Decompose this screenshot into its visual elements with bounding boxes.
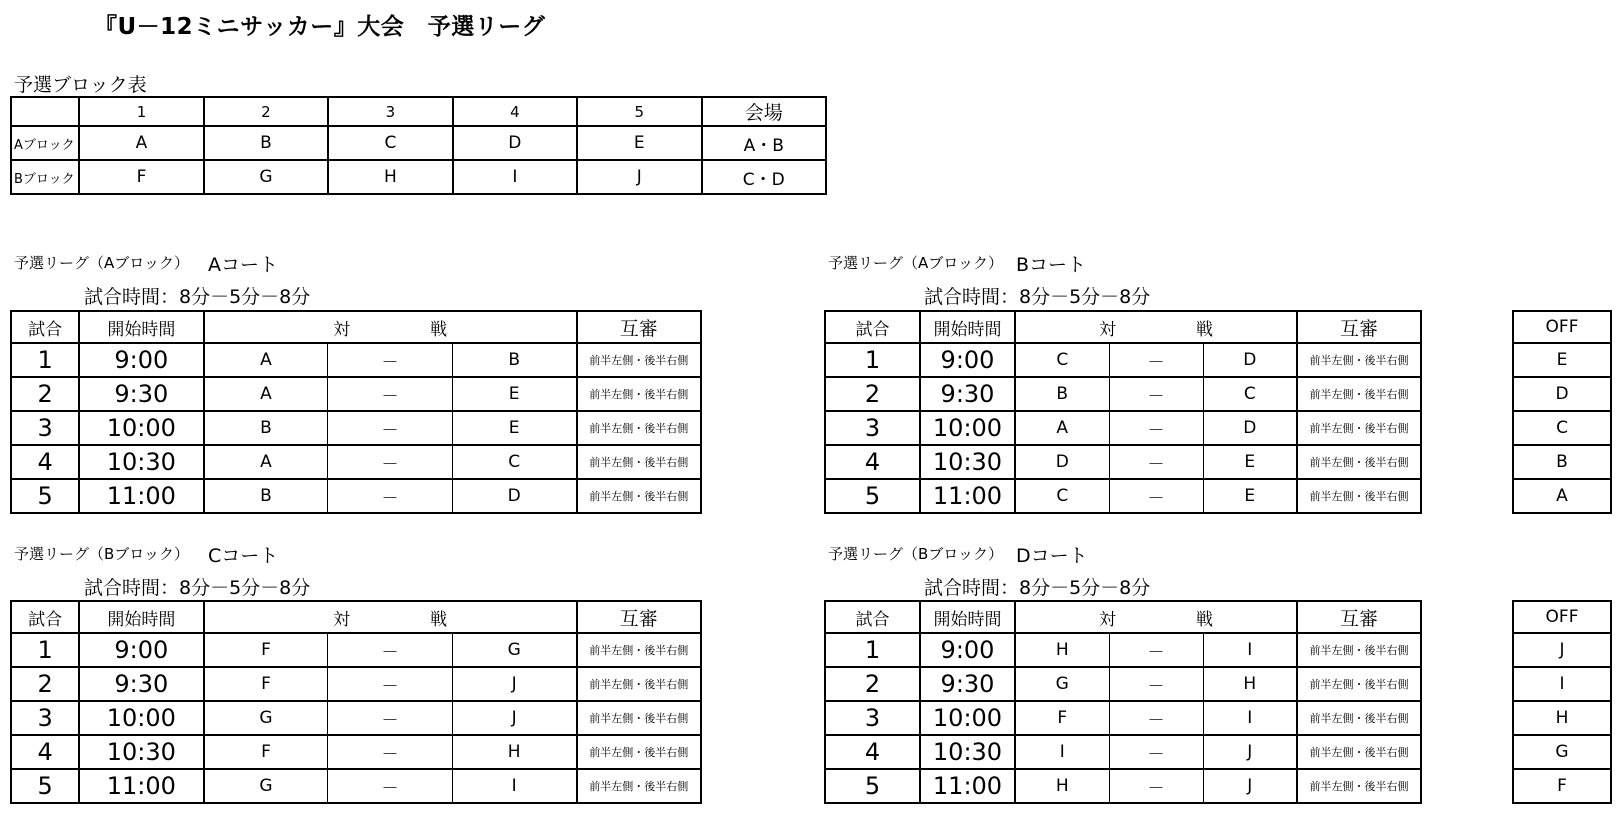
court-b-schedule (824, 310, 1422, 514)
ref-cell: 前半左側・後半右側 (1297, 377, 1421, 411)
header-vs (1015, 311, 1297, 343)
home-team: B (204, 479, 328, 513)
off-team: B (1513, 445, 1611, 479)
table-row (825, 701, 1421, 735)
header-start: 開始時間 (79, 311, 203, 343)
ref-cell: 前半左側・後半右側 (577, 769, 701, 803)
away-team: J (1203, 735, 1297, 769)
home-team: G (204, 769, 328, 803)
home-team: A (204, 377, 328, 411)
schedule-header (11, 311, 701, 343)
table-row (825, 479, 1421, 513)
ref-cell: 前半左側・後半右側 (577, 411, 701, 445)
away-team: D (1203, 343, 1297, 377)
match-no: 2 (825, 377, 920, 411)
away-team: H (1203, 667, 1297, 701)
match-time: 10:30 (920, 445, 1015, 479)
home-team: B (1015, 377, 1109, 411)
team-cell: I (453, 160, 577, 194)
home-team: C (1015, 343, 1109, 377)
header-cell: 3 (328, 97, 452, 126)
dash: － (328, 701, 452, 735)
header-ref: 互審 (1297, 311, 1421, 343)
home-team: F (204, 667, 328, 701)
off-header: OFF (1513, 311, 1611, 343)
court-c-league: 予選リーグ（Bブロック） (14, 545, 189, 563)
match-no: 2 (825, 667, 920, 701)
header-vs (1015, 601, 1297, 633)
home-team: F (1015, 701, 1109, 735)
table-row (825, 633, 1421, 667)
page-title: 『U－12ミニサッカー』大会 予選リーグ (94, 14, 546, 40)
dash: － (328, 411, 452, 445)
match-time: 11:00 (920, 479, 1015, 513)
off-team: A (1513, 479, 1611, 513)
table-row (11, 769, 701, 803)
match-no: 3 (11, 411, 79, 445)
home-team: C (1015, 479, 1109, 513)
header-game: 試合 (825, 601, 920, 633)
dash: － (328, 667, 452, 701)
ref-cell: 前半左側・後半右側 (1297, 411, 1421, 445)
home-team: A (1015, 411, 1109, 445)
away-team: E (452, 411, 576, 445)
table-row (11, 411, 701, 445)
away-team: E (1203, 445, 1297, 479)
ref-cell: 前半左側・後半右側 (577, 735, 701, 769)
away-team: I (1203, 633, 1297, 667)
off-team: C (1513, 411, 1611, 445)
match-time: 10:00 (920, 411, 1015, 445)
court-a-league: 予選リーグ（Aブロック） (14, 254, 189, 272)
ref-cell: 前半左側・後半右側 (577, 445, 701, 479)
header-vs1: 対 (1099, 609, 1117, 630)
header-ref: 互審 (577, 311, 701, 343)
match-time: 9:30 (79, 377, 203, 411)
schedule-header (825, 601, 1421, 633)
header-cell: 5 (577, 97, 701, 126)
match-no: 4 (11, 445, 79, 479)
off-header: OFF (1513, 601, 1611, 633)
home-team: G (1015, 667, 1109, 701)
court-d-name: Dコート (1016, 545, 1088, 567)
match-no: 5 (825, 479, 920, 513)
match-no: 1 (825, 633, 920, 667)
away-team: D (1203, 411, 1297, 445)
match-time: 9:30 (79, 667, 203, 701)
ref-cell: 前半左側・後半右側 (577, 701, 701, 735)
match-time: 11:00 (920, 769, 1015, 803)
table-row (11, 479, 701, 513)
match-no: 5 (825, 769, 920, 803)
match-time: 11:00 (79, 769, 203, 803)
home-team: H (1015, 633, 1109, 667)
header-start: 開始時間 (920, 311, 1015, 343)
header-vs1: 対 (333, 319, 351, 340)
header-start: 開始時間 (920, 601, 1015, 633)
team-cell: C (328, 126, 452, 160)
match-no: 4 (825, 445, 920, 479)
table-row (825, 411, 1421, 445)
venue-cell: A・B (702, 126, 826, 160)
header-vs2: 戦 (1196, 319, 1214, 340)
dash: － (1109, 735, 1203, 769)
header-ref: 互審 (577, 601, 701, 633)
court-c-schedule (10, 600, 702, 804)
court-a-match-time: 試合時間：8分－5分－8分 (84, 286, 311, 308)
match-no: 4 (825, 735, 920, 769)
table-row (825, 667, 1421, 701)
table-row (11, 445, 701, 479)
header-vs2: 戦 (1196, 609, 1214, 630)
match-no: 3 (825, 701, 920, 735)
header-vs (204, 311, 577, 343)
match-time: 9:30 (920, 377, 1015, 411)
header-vs2: 戦 (430, 319, 448, 340)
block-table-header (11, 97, 826, 126)
header-cell: 2 (204, 97, 328, 126)
home-team: H (1015, 769, 1109, 803)
court-c-match-time: 試合時間：8分－5分－8分 (84, 577, 311, 599)
table-row (11, 126, 826, 160)
team-cell: E (577, 126, 701, 160)
header-vs (204, 601, 577, 633)
block-table-caption: 予選ブロック表 (14, 74, 147, 96)
match-time: 10:30 (79, 735, 203, 769)
team-cell: B (204, 126, 328, 160)
away-team: J (452, 667, 576, 701)
court-b-name: Bコート (1016, 254, 1087, 276)
match-no: 1 (11, 343, 79, 377)
off-team: E (1513, 343, 1611, 377)
dash: － (1109, 479, 1203, 513)
dash: － (328, 445, 452, 479)
away-team: E (1203, 479, 1297, 513)
match-time: 10:00 (79, 701, 203, 735)
team-cell: F (79, 160, 203, 194)
dash: － (1109, 445, 1203, 479)
team-cell: D (453, 126, 577, 160)
away-team: C (1203, 377, 1297, 411)
dash: － (1109, 701, 1203, 735)
home-team: B (204, 411, 328, 445)
court-d-league: 予選リーグ（Bブロック） (828, 545, 1003, 563)
header-vs1: 対 (333, 609, 351, 630)
dash: － (328, 343, 452, 377)
match-no: 2 (11, 667, 79, 701)
table-row (825, 343, 1421, 377)
match-no: 3 (825, 411, 920, 445)
team-cell: H (328, 160, 452, 194)
match-time: 10:30 (920, 735, 1015, 769)
court-b-off-table (1512, 310, 1612, 514)
court-d-off-table (1512, 600, 1612, 804)
dash: － (328, 479, 452, 513)
off-team: D (1513, 377, 1611, 411)
ref-cell: 前半左側・後半右側 (1297, 769, 1421, 803)
ref-cell: 前半左側・後半右側 (577, 479, 701, 513)
match-time: 9:00 (920, 633, 1015, 667)
match-time: 11:00 (79, 479, 203, 513)
court-d-schedule (824, 600, 1422, 804)
match-time: 9:00 (920, 343, 1015, 377)
match-time: 10:00 (920, 701, 1015, 735)
dash: － (328, 377, 452, 411)
table-row (11, 667, 701, 701)
header-vs1: 対 (1099, 319, 1117, 340)
team-cell: A (79, 126, 203, 160)
court-b-league: 予選リーグ（Aブロック） (828, 254, 1003, 272)
header-start: 開始時間 (79, 601, 203, 633)
home-team: D (1015, 445, 1109, 479)
court-a-schedule (10, 310, 702, 514)
ref-cell: 前半左側・後半右側 (577, 343, 701, 377)
court-d-match-time: 試合時間：8分－5分－8分 (924, 577, 1151, 599)
schedule-header (11, 601, 701, 633)
ref-cell: 前半左側・後半右側 (1297, 479, 1421, 513)
ref-cell: 前半左側・後半右側 (1297, 701, 1421, 735)
off-team: F (1513, 769, 1611, 803)
match-time: 9:30 (920, 667, 1015, 701)
header-cell: 4 (453, 97, 577, 126)
off-team: J (1513, 633, 1611, 667)
home-team: G (204, 701, 328, 735)
home-team: A (204, 343, 328, 377)
home-team: F (204, 735, 328, 769)
ref-cell: 前半左側・後半右側 (1297, 633, 1421, 667)
away-team: G (452, 633, 576, 667)
match-no: 3 (11, 701, 79, 735)
match-no: 2 (11, 377, 79, 411)
away-team: E (452, 377, 576, 411)
table-row (11, 377, 701, 411)
ref-cell: 前半左側・後半右側 (577, 377, 701, 411)
home-team: F (204, 633, 328, 667)
schedule-header (825, 311, 1421, 343)
team-cell: G (204, 160, 328, 194)
ref-cell: 前半左側・後半右側 (577, 633, 701, 667)
home-team: A (204, 445, 328, 479)
table-row (825, 735, 1421, 769)
home-team: I (1015, 735, 1109, 769)
table-row (11, 735, 701, 769)
away-team: C (452, 445, 576, 479)
ref-cell: 前半左側・後半右側 (1297, 735, 1421, 769)
dash: － (1109, 411, 1203, 445)
away-team: I (452, 769, 576, 803)
row-label: Bブロック (11, 160, 79, 194)
table-row (825, 769, 1421, 803)
match-time: 9:00 (79, 633, 203, 667)
table-row (825, 377, 1421, 411)
table-row (11, 343, 701, 377)
match-no: 5 (11, 479, 79, 513)
off-team: G (1513, 735, 1611, 769)
off-team: H (1513, 701, 1611, 735)
table-row (11, 701, 701, 735)
header-vs2: 戦 (430, 609, 448, 630)
team-cell: J (577, 160, 701, 194)
table-row (825, 445, 1421, 479)
match-time: 9:00 (79, 343, 203, 377)
table-row (11, 633, 701, 667)
away-team: B (452, 343, 576, 377)
header-game: 試合 (11, 311, 79, 343)
away-team: J (452, 701, 576, 735)
court-c-name: Cコート (208, 545, 279, 567)
match-no: 5 (11, 769, 79, 803)
ref-cell: 前半左側・後半右側 (1297, 445, 1421, 479)
dash: － (328, 735, 452, 769)
block-table (10, 96, 827, 195)
header-game: 試合 (11, 601, 79, 633)
match-time: 10:00 (79, 411, 203, 445)
dash: － (1109, 667, 1203, 701)
ref-cell: 前半左側・後半右側 (1297, 667, 1421, 701)
header-cell: 1 (79, 97, 203, 126)
match-no: 1 (11, 633, 79, 667)
ref-cell: 前半左側・後半右側 (1297, 343, 1421, 377)
dash: － (328, 633, 452, 667)
ref-cell: 前半左側・後半右側 (577, 667, 701, 701)
dash: － (1109, 377, 1203, 411)
away-team: I (1203, 701, 1297, 735)
match-time: 10:30 (79, 445, 203, 479)
match-no: 4 (11, 735, 79, 769)
court-b-match-time: 試合時間：8分－5分－8分 (924, 286, 1151, 308)
away-team: D (452, 479, 576, 513)
court-a-name: Aコート (208, 254, 278, 276)
header-cell (11, 97, 79, 126)
table-row (11, 160, 826, 194)
header-ref: 互審 (1297, 601, 1421, 633)
dash: － (328, 769, 452, 803)
header-game: 試合 (825, 311, 920, 343)
venue-cell: C・D (702, 160, 826, 194)
row-label: Aブロック (11, 126, 79, 160)
away-team: J (1203, 769, 1297, 803)
match-no: 1 (825, 343, 920, 377)
away-team: H (452, 735, 576, 769)
off-team: I (1513, 667, 1611, 701)
dash: － (1109, 343, 1203, 377)
dash: － (1109, 633, 1203, 667)
dash: － (1109, 769, 1203, 803)
header-cell-venue: 会場 (702, 97, 826, 126)
